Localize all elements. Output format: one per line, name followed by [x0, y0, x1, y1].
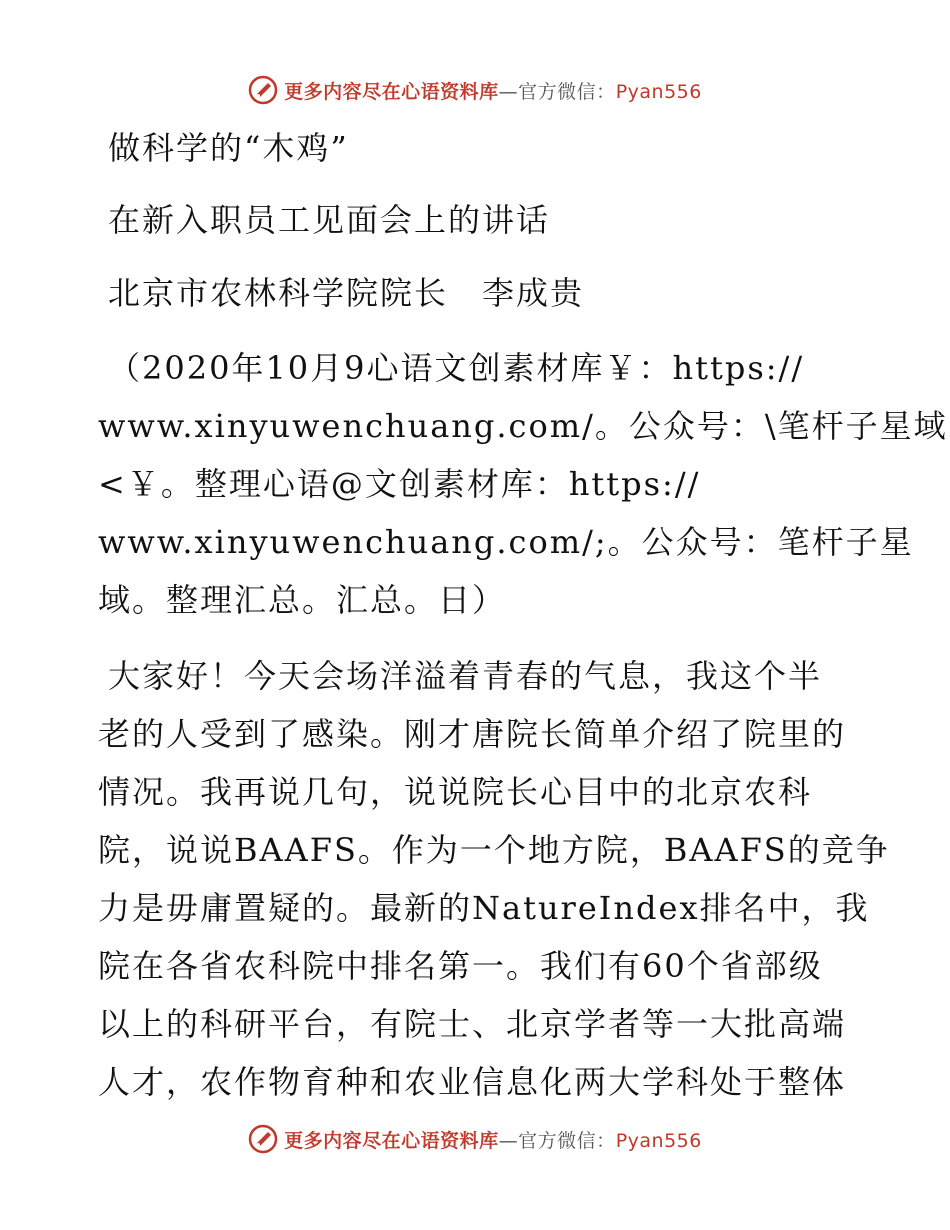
body-line: 院在各省农科院中排名第一。我们有60个省部级 [98, 947, 823, 985]
body-line: 人才，农作物育种和农业信息化两大学科处于整体 [98, 1063, 847, 1101]
watermark-text [284, 1126, 702, 1153]
body-line: 大家好！今天会场洋溢着青春的气息，我这个半 [108, 657, 823, 695]
body-line: 院，说说BAAFS。作为一个地方院，BAAFS的竞争 [98, 831, 890, 869]
watermark-separator: — [498, 80, 519, 103]
watermark-separator: — [498, 1129, 519, 1152]
watermark-brand: 更多内容尽在心语资料库 [284, 80, 499, 103]
brand-logo-icon [248, 1124, 278, 1154]
watermark-brand: 更多内容尽在心语资料库 [284, 1129, 499, 1152]
note-line: www.xinyuwenchuang.com/。公众号：\笔杆子星域 [98, 407, 948, 445]
document-subtitle: 在新入职员工见面会上的讲话 [108, 201, 551, 239]
note-line: （2020年10月9心语文创素材库￥：https:// [108, 349, 805, 387]
author-line: 北京市农林科学院院长 李成贵 [108, 274, 585, 312]
body-line: 情况。我再说几句，说说院长心目中的北京农科 [98, 773, 813, 811]
watermark-wechat-id: Pyan556 [615, 80, 702, 103]
note-line: www.xinyuwenchuang.com/;。公众号：笔杆子星 [98, 523, 914, 561]
watermark-wechat-label: 官方微信： [518, 80, 616, 103]
body-line: 老的人受到了感染。刚才唐院长简单介绍了院里的 [98, 715, 847, 753]
note-line: <￥。整理心语@文创素材库：https:// [98, 465, 701, 503]
note-line: 域。整理汇总。汇总。日） [98, 581, 507, 619]
watermark-banner-bottom [0, 1119, 950, 1159]
watermark-wechat-id: Pyan556 [615, 1129, 702, 1152]
watermark-wechat-label: 官方微信： [518, 1129, 616, 1152]
body-line: 以上的科研平台，有院士、北京学者等一大批高端 [98, 1005, 847, 1043]
body-line: 力是毋庸置疑的。最新的NatureIndex排名中，我 [98, 889, 870, 927]
document-title: 做科学的“木鸡” [108, 129, 349, 167]
